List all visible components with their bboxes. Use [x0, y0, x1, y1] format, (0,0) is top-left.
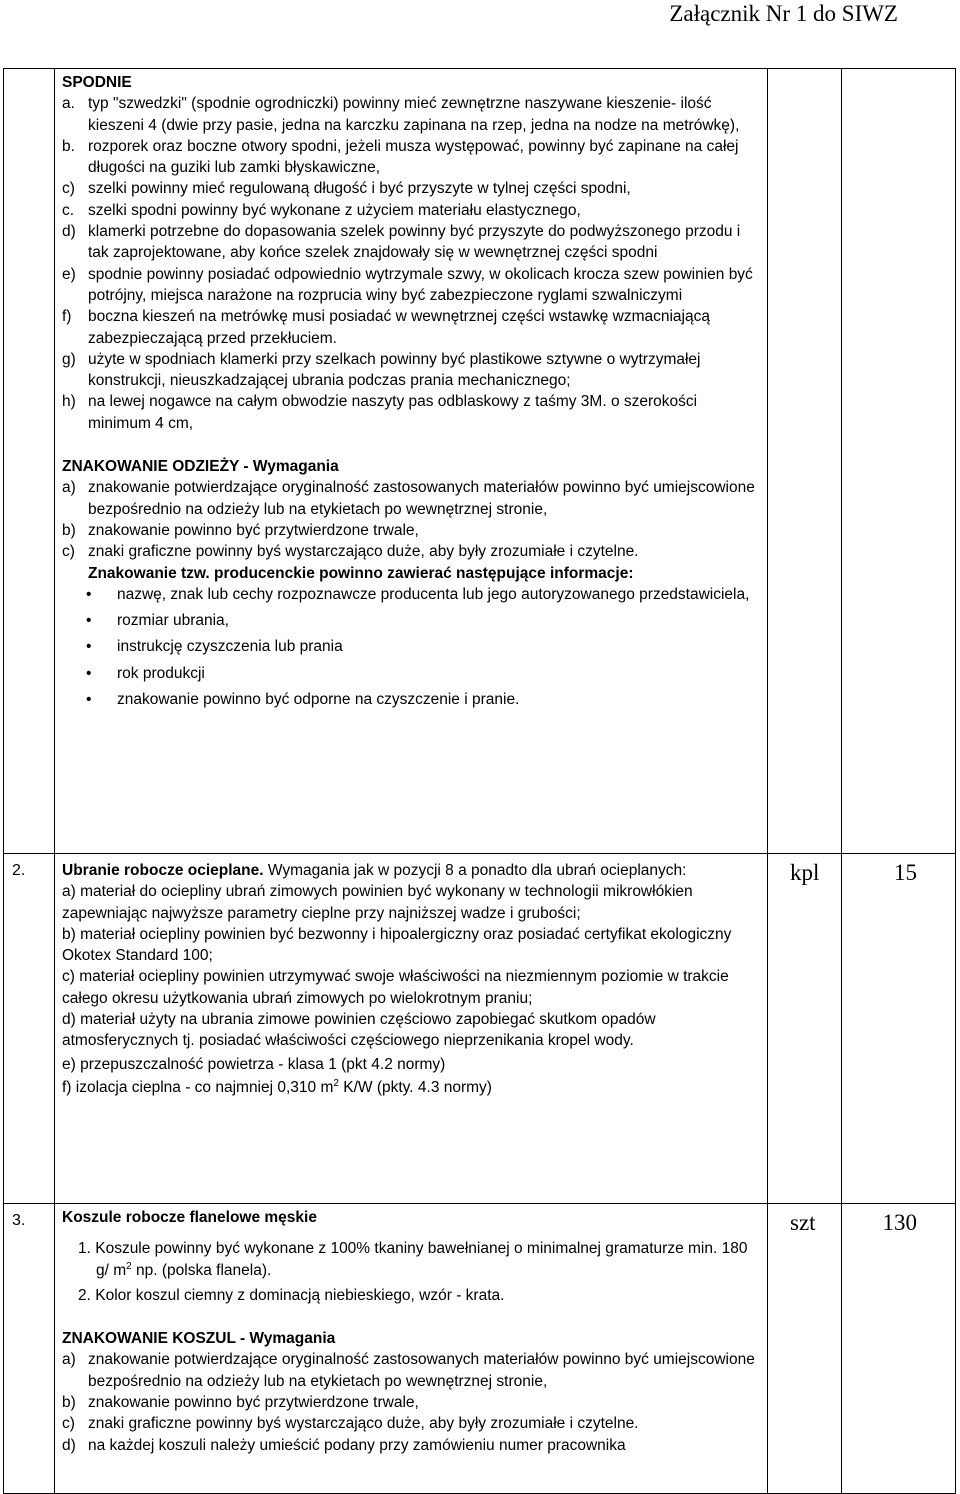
list-item: a) znakowanie potwierdzające oryginalność zastosowanych materiałów powinno być umiejscowione bezpośrednio na odzieży lub na etykietach po wewnętrznej stronie,: [62, 1351, 755, 1390]
bullet-item: • znakowanie powinno być odporne na czyszczenie i pranie.: [62, 689, 759, 710]
table-row: [4, 854, 956, 1204]
item-title: Koszule robocze flanelowe męskie: [62, 1209, 317, 1226]
document-header: Załącznik Nr 1 do SIWZ: [669, 1, 898, 26]
list-item: f) boczna kieszeń na metrówkę musi posiadać w wewnętrznej części wstawkę wzmacniającą zabezpieczającą przed przekłuciem.: [62, 308, 710, 347]
unit-cell: [768, 69, 842, 854]
list-item: f) izolacja cieplna - co najmniej 0,310 $m^2$ K/W (pkty. 4.3 normy): [62, 1077, 492, 1096]
unit-value: szt: [768, 1204, 842, 1494]
table-row: [4, 69, 956, 854]
description-cell: [55, 1204, 768, 1494]
list-item: c. szelki spodni powinny być wykonane z użyciem materiału elastycznego,: [62, 201, 581, 219]
list-item: a) znakowanie potwierdzające oryginalność zastosowanych materiałów powinno być umiejscowione bezpośrednio na odzieży lub na etykietach po wewnętrznej stronie,: [62, 479, 755, 518]
list-item: b) materiał ociepliny powinien być bezwonny i hipoalergiczny oraz posiadać certyfikat ekologiczny Okotex Standard 100;: [62, 925, 732, 965]
list-item: a) materiał do ociepliny ubrań zimowych powinien być wykonany w technologii mikrowłókien zapewniając najwyższe parametry cieplne przy najniższej wadze i grubości;: [62, 883, 693, 922]
bullet-item: • rozmiar ubrania,: [62, 610, 759, 631]
section-heading: ZNAKOWANIE KOSZUL - Wymagania: [62, 1330, 336, 1348]
list-item: c) szelki powinny mieć regulowaną długość i być przyszyte w tylnej części spodni,: [62, 180, 631, 198]
list-item: c) znaki graficzne powinny byś wystarczająco duże, aby były zrozumiałe i czytelne.: [62, 1415, 639, 1433]
item-title: Ubranie robocze ocieplane.: [62, 862, 264, 879]
unit-value: kpl: [768, 854, 842, 1204]
list-item: d) materiał użyty na ubrania zimowe powinien częściowo zapobiegać skutkom opadów atmosferycznych tj. posiadać właściwości częściowego nieprzenikania kropel wody.: [62, 1011, 656, 1050]
row-number: 2.: [4, 854, 55, 1204]
numbered-list: [62, 1238, 759, 1306]
specification-table: [3, 68, 956, 1494]
bullet-item: • rok produkcji: [62, 663, 759, 684]
list-item: a. typ "szwedzki" (spodnie ogrodniczki) powinny mieć zewnętrzne naszywane kieszenie- ilość kieszeni 4 (dwie przy pasie, jedna na karczku zapinana na rzep, jedna na nodze na metrówkę),: [62, 95, 740, 134]
list-item: 2. Kolor koszul ciemny z dominacją niebieskiego, wzór - krata.: [78, 1286, 505, 1304]
list-item: e) przepuszczalność powietrza - klasa 1 (pkt 4.2 normy): [62, 1055, 446, 1073]
bullet-list: [62, 584, 759, 710]
list-item: d) klamerki potrzebne do dopasowania szelek powinny być przyszyte do podwyższonego przodu i tak zaprojektowane, aby końce szelek znajdowały się w wewnętrznej części spodni: [62, 223, 741, 262]
list-item: b. rozporek oraz boczne otwory spodni, jeżeli musza występować, powinny być zapinane na całej długości na guziki lub zamki błyskawiczne,: [62, 137, 739, 177]
bullet-item: • instrukcję czyszczenia lub prania: [62, 636, 759, 657]
quantity-value: 15: [842, 854, 956, 1204]
row-number-cell: [4, 69, 55, 854]
quantity-value: 130: [842, 1204, 956, 1494]
list-item: e) spodnie powinny posiadać odpowiednio wytrzymale szwy, w okolicach krocza szew powinien być potrójny, miejsca narażone na rozprucia winy być zabezpieczone ryglami szwalniczymi: [62, 265, 753, 304]
description-cell: [55, 854, 768, 1204]
quantity-cell: [842, 69, 956, 854]
bullet-item: • nazwę, znak lub cechy rozpoznawcze producenta lub jego autoryzowanego przedstawiciela,: [62, 584, 759, 605]
list-item: c) materiał ociepliny powinien utrzymywać swoje właściwości na niezmiennym poziomie w trakcie całego okresu użytkowania ubrań zimowych po wielokrotnym praniu;: [62, 968, 729, 1007]
row-number: 3.: [4, 1204, 55, 1494]
list-item: b) znakowanie powinno być przytwierdzone trwale,: [62, 1394, 419, 1412]
list-item: 1. Koszule powinny być wykonane z 100% tkaniny bawełnianej o minimalnej gramaturze min. 180 g/ $m^2$ np. (polska flanela).: [78, 1240, 748, 1279]
table-row: [4, 1204, 956, 1494]
item-intro: Ubranie robocze ocieplane. Wymagania jak w pozycji 8 a ponadto dla ubrań ocieplanych:: [62, 862, 687, 879]
list-item: b) znakowanie powinno być przytwierdzone trwale,: [62, 521, 419, 539]
list-item: h) na lewej nogawce na całym obwodzie naszyty pas odblaskowy z taśmy 3M. o szerokości minimum 4 cm,: [62, 393, 698, 432]
list-item: c) znaki graficzne powinny byś wystarczająco duże, aby były zrozumiałe i czytelne.: [62, 543, 639, 561]
item-title: SPODNIE: [62, 74, 132, 91]
list-item: g) użyte w spodniach klamerki przy szelkach powinny być plastikowe sztywne o wytrzymałej konstrukcji, nieuszkadzającej ubrania podczas prania mechanicznego;: [62, 350, 701, 390]
list-item: d) na każdej koszuli należy umieścić podany przy zamówieniu numer pracownika: [62, 1436, 626, 1454]
description-cell: [55, 69, 768, 854]
section-heading: Znakowanie tzw. producenckie powinno zawierać następujące informacje:: [88, 564, 634, 582]
section-heading: ZNAKOWANIE ODZIEŻY - Wymagania: [62, 458, 339, 476]
